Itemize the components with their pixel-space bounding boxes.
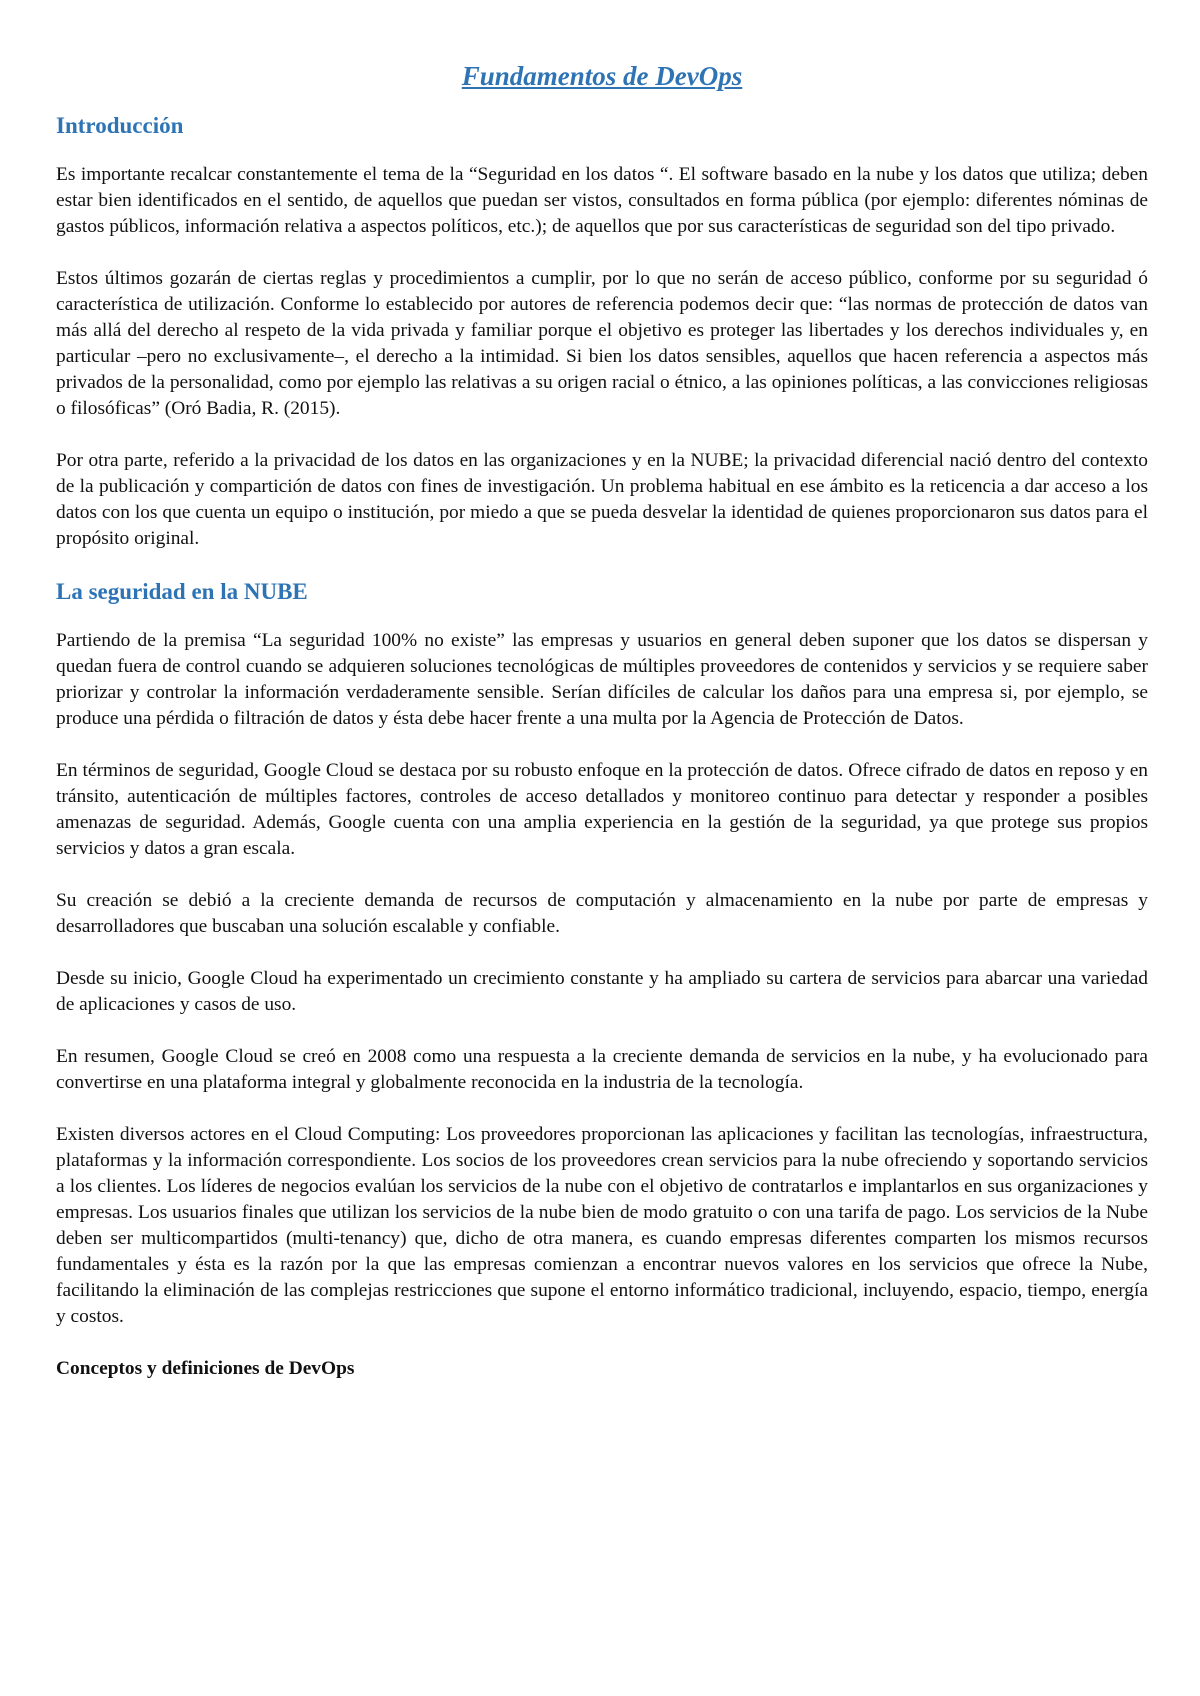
section-heading: La seguridad en la NUBE <box>56 578 308 604</box>
paragraph: En términos de seguridad, Google Cloud se destaca por su robusto enfoque en la protección de datos. Ofrece cifrado de datos en reposo y en tránsito, autenticación de múltiples factores, controles de acceso detallados y monitoreo continuo para detectar y responder a posibles amenazas de seguridad. Además, Google cuenta con una amplia experiencia en la gestión de la seguridad, ya que protege sus propios servicios y datos a gran escala. <box>56 759 1148 859</box>
document-title: Fundamentos de DevOps <box>461 61 743 91</box>
paragraph: Su creación se debió a la creciente demanda de recursos de computación y almacenamiento en la nube por parte de empresas y desarrolladores que buscaban una solución escalable y confiable. <box>56 889 1148 937</box>
paragraph: Estos últimos gozarán de ciertas reglas y procedimientos a cumplir, por lo que no serán de acceso público, conforme por su seguridad ó característica de utilización. Conforme lo establecido por autores de referencia podemos decir que: “las normas de protección de datos van más allá del derecho al respeto de la vida privada y familiar porque el objetivo es proteger las libertades y los derechos individuales y, en particular –pero no exclusivamente–, el derecho a la intimidad. Si bien los datos sensibles, aquellos que hacen referencia a aspectos más privados de la personalidad, como por ejemplo las relativas a su origen racial o étnico, a las opiniones políticas, a las convicciones religiosas o filosóficas” (Oró Badia, R. (2015). <box>56 267 1148 419</box>
paragraph: Desde su inicio, Google Cloud ha experimentado un crecimiento constante y ha ampliado su cartera de servicios para abarcar una variedad de aplicaciones y casos de uso. <box>56 967 1148 1015</box>
paragraph: En resumen, Google Cloud se creó en 2008 como una respuesta a la creciente demanda de servicios en la nube, y ha evolucionado para convertirse en una plataforma integral y globalmente reconocida en la industria de la tecnología. <box>56 1045 1148 1093</box>
section-heading: Introducción <box>56 113 184 139</box>
section-introduccion <box>56 112 1148 552</box>
paragraph: Partiendo de la premisa “La seguridad 100% no existe” las empresas y usuarios en general deben suponer que los datos se dispersan y quedan fuera de control cuando se adquieren soluciones tecnológicas de múltiples proveedores de contenidos y servicios y se requiere saber priorizar y controlar la información verdaderamente sensible. Serían difíciles de calcular los daños para una empresa si, por ejemplo, se produce una pérdida o filtración de datos y ésta debe hacer frente a una multa por la Agencia de Protección de Datos. <box>56 629 1148 729</box>
document-page <box>56 56 1148 1382</box>
paragraph: Es importante recalcar constantemente el tema de la “Seguridad en los datos “. El software basado en la nube y los datos que utiliza; deben estar bien identificados en el sentido, de aquellos que puedan ser vistos, consultados en forma pública (por ejemplo: diferentes nóminas de gastos públicos, información relativa a aspectos políticos, etc.); de aquellos que por sus características de seguridad son del tipo privado. <box>56 163 1148 237</box>
paragraph: Por otra parte, referido a la privacidad de los datos en las organizaciones y en la NUBE; la privacidad diferencial nació dentro del contexto de la publicación y compartición de datos con fines de investigación. Un problema habitual en ese ámbito es la reticencia a dar acceso a los datos con los que cuenta un equipo o institución, por miedo a que se pueda desvelar la identidad de quienes proporcionaron sus datos para el propósito original. <box>56 449 1148 549</box>
section-seguridad-nube <box>56 578 1148 1330</box>
paragraph: Existen diversos actores en el Cloud Computing: Los proveedores proporcionan las aplicaciones y facilitan las tecnologías, infraestructura, plataformas y la información correspondiente. Los socios de los proveedores crean servicios para la nube ofreciendo y soportando servicios a los clientes. Los líderes de negocios evalúan los servicios de la nube con el objetivo de contratarlos e implantarlos en sus organizaciones y empresas. Los usuarios finales que utilizan los servicios de la nube bien de modo gratuito o con una tarifa de pago. Los servicios de la Nube deben ser multicompartidos (multi-tenancy) que, dicho de otra manera, es cuando empresas diferentes comparten los mismos recursos fundamentales y ésta es la razón por la que las empresas comienzan a encontrar nuevos valores en los servicios que ofrece la Nube, facilitando la eliminación de las complejas restricciones que supone el entorno informático tradicional, incluyendo, espacio, tiempo, energía y costos. <box>56 1123 1148 1327</box>
subheading-conceptos: Conceptos y definiciones de DevOps <box>56 1357 355 1379</box>
